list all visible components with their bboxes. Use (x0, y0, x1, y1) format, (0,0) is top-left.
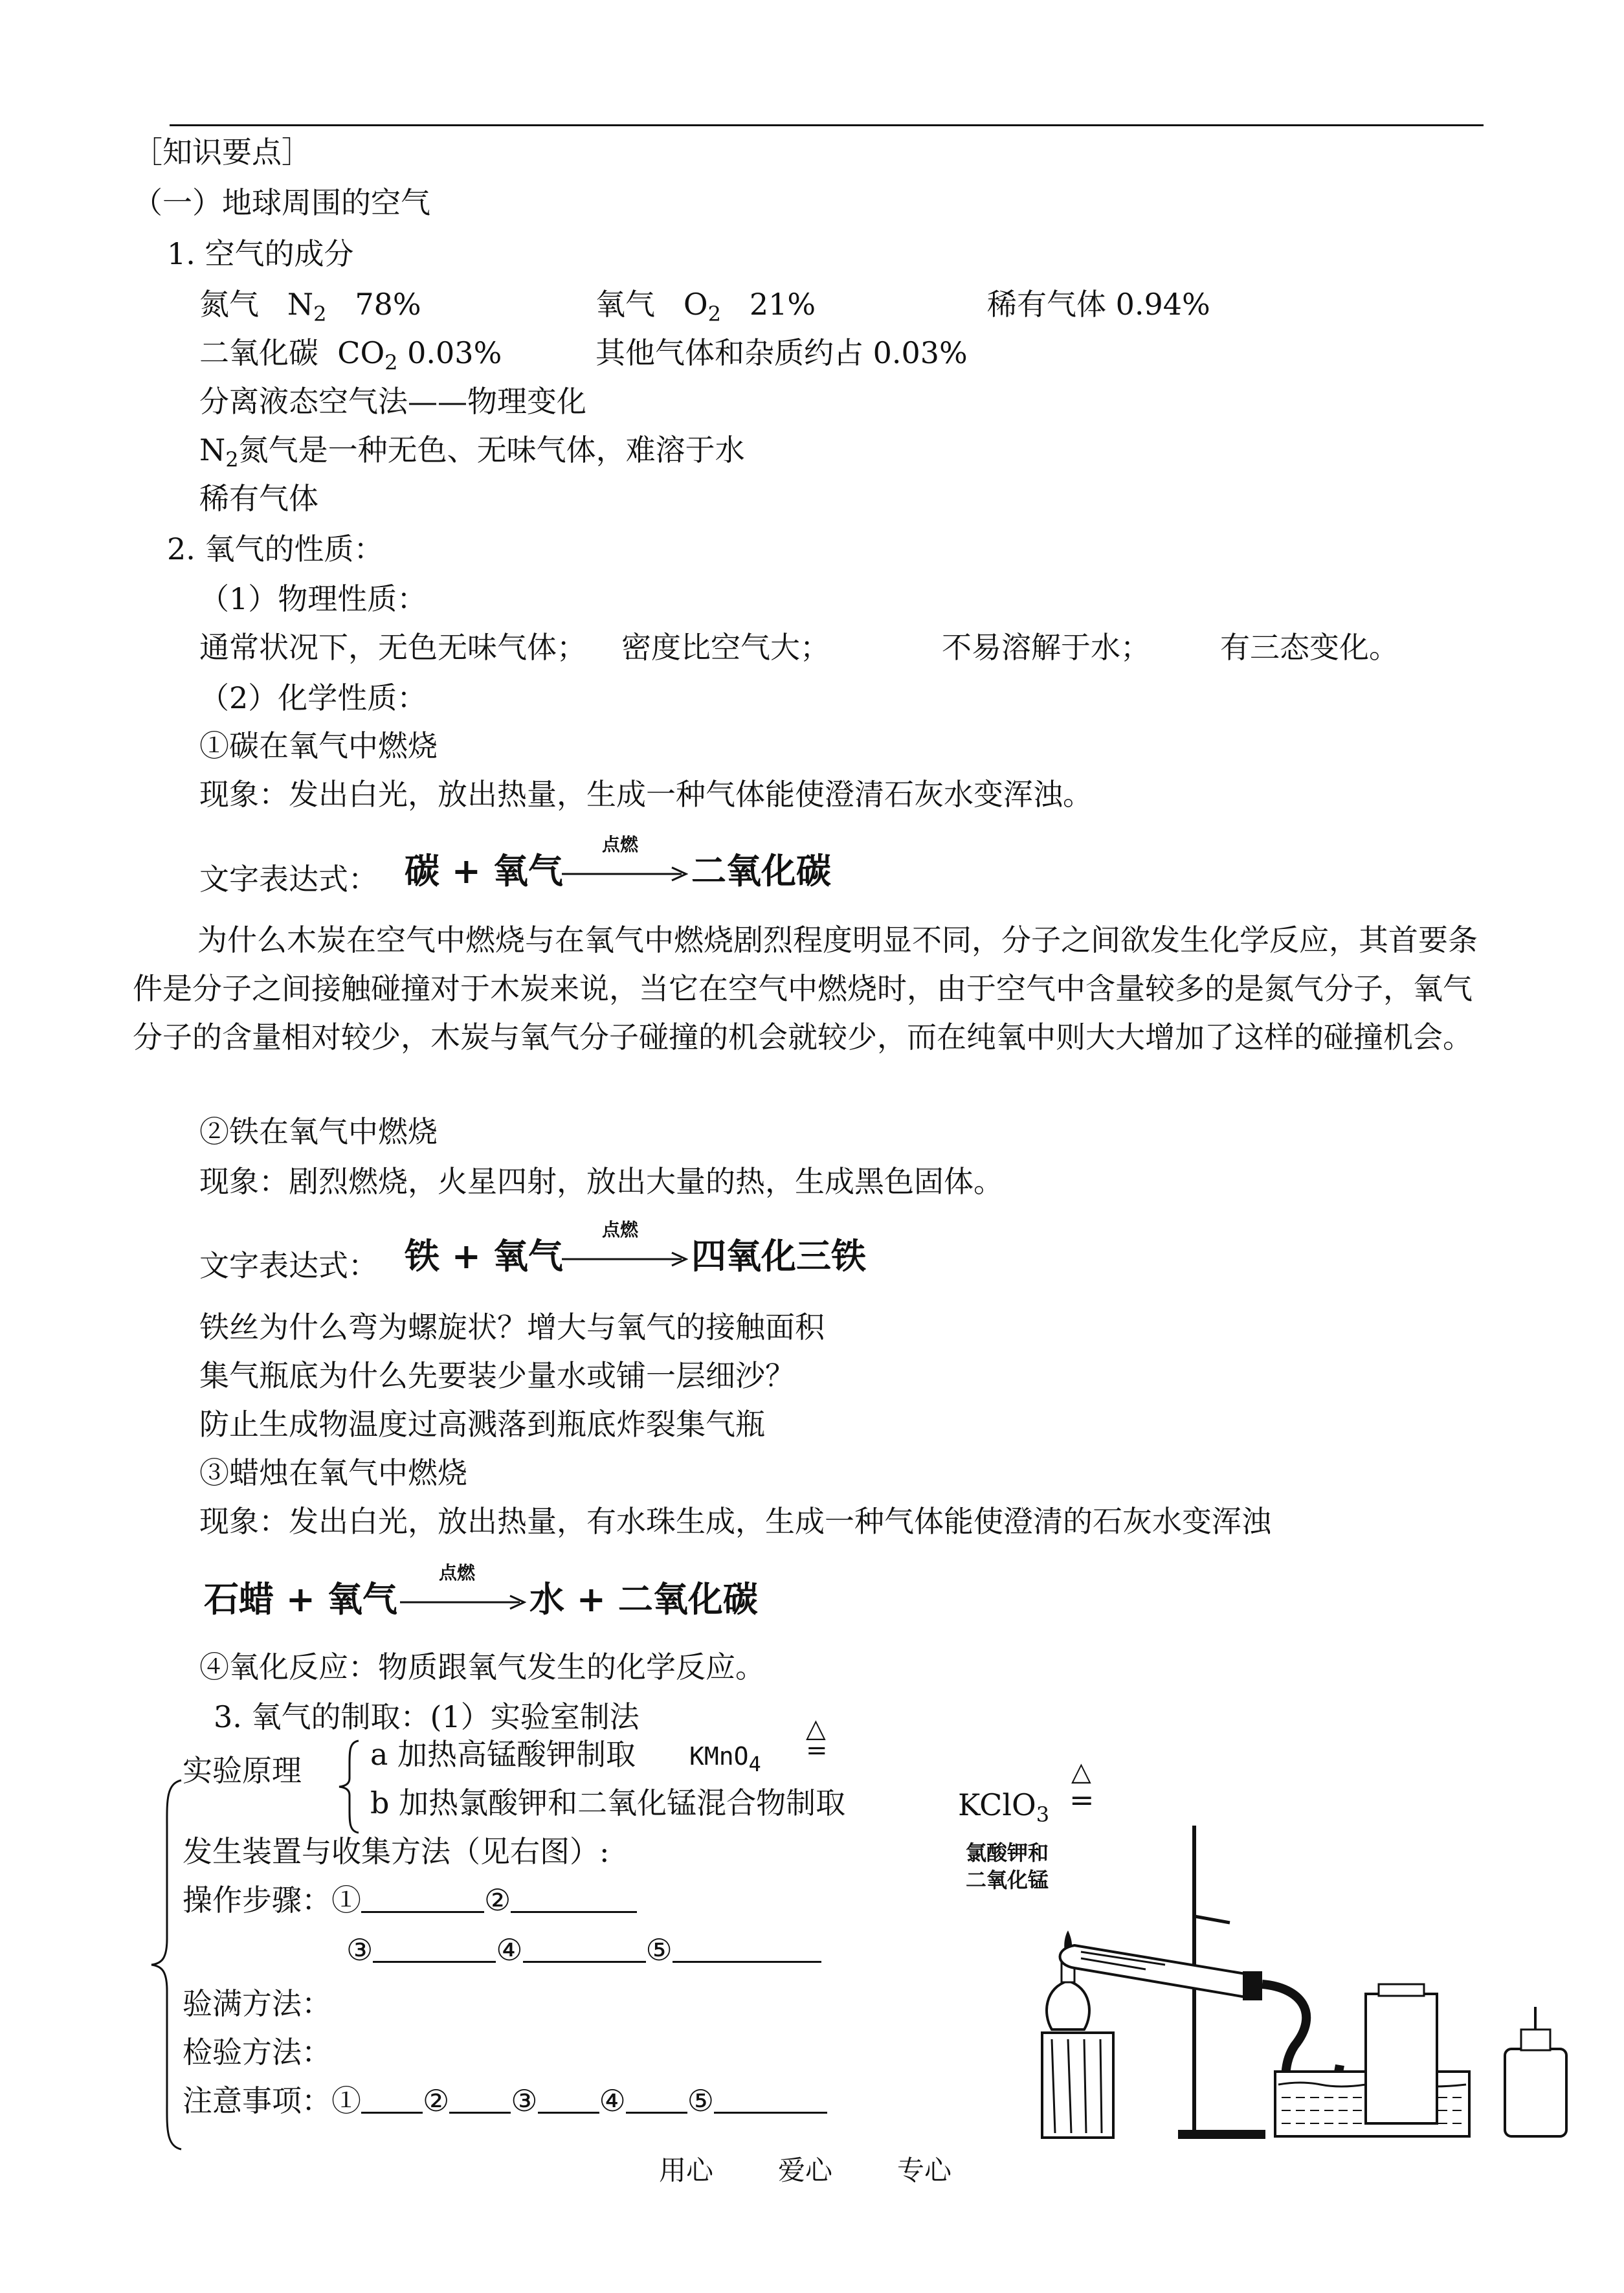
method-b-formula: KClO$_3$ (958, 1787, 1050, 1827)
alcohol-lamp (1047, 1981, 1089, 2030)
method-a-heat: △ (806, 1714, 826, 1743)
wax-eq-condition: 点燃 (439, 1562, 476, 1583)
rare-gas-pct: 稀有气体 0.94% (987, 287, 1210, 322)
carbon-eq-left: 碳 + 氧气 (405, 850, 563, 891)
n2-row: 氮气 $N_2$ 78% (199, 287, 421, 326)
chemical-heading: （2）化学性质： (199, 680, 427, 715)
test-label: 检验方法： (183, 2035, 331, 2070)
phys-prop-4: 有三态变化。 (1220, 630, 1399, 665)
carbon-phenomenon: 现象：发出白光，放出热量，生成一种气体能使澄清石灰水变浑浊。 (199, 777, 1093, 812)
n2-description: $N_2$氮气是一种无色、无味气体，难溶于水 (199, 432, 745, 472)
o2-row: 氧气 $O_2$ 21% (595, 287, 816, 326)
method-a: a 加热高锰酸钾制取 (370, 1737, 636, 1772)
co2-row: 二氧化碳 $CO_2$ 0.03% (199, 335, 502, 375)
wax-eq-arrow (400, 1593, 526, 1612)
notes-row: 注意事项：① ② ③ ④ ⑤ (183, 2081, 827, 2120)
physical-heading: （1）物理性质： (199, 581, 427, 616)
carbon-title: ①碳在氧气中燃烧 (199, 728, 438, 763)
header-rule (170, 124, 1484, 126)
phys-prop-3: 不易溶解于水； (942, 630, 1150, 665)
principle-brace (335, 1738, 361, 1835)
oxygen-heading: 2. 氧气的性质： (167, 531, 384, 566)
method-a-equals: = (806, 1736, 828, 1765)
prep-heading: 3. 氧气的制取：(1）实验室制法 (214, 1699, 640, 1734)
section-title: （一）地球周围的空气 (133, 185, 430, 220)
expr-label-iron: 文字表达式： (199, 1248, 378, 1283)
steps-row-2: ③ ④ ⑤ (346, 1930, 821, 1969)
reagent-bottle (1505, 2049, 1566, 2136)
figure-label-2: 二氧化锰 (966, 1868, 1049, 1892)
wax-phenomenon: 现象：发出白光，放出热量，有水珠生成，生成一种气体能使澄清的石灰水变浑浊 (199, 1504, 1271, 1539)
figure-label-1: 氯酸钾和 (966, 1840, 1049, 1865)
other-gases: 其他气体和杂质约占 0.03% (595, 335, 968, 370)
apparatus-label: 发生装置与收集方法（见右图）: (183, 1834, 610, 1869)
wax-title: ③蜡烛在氧气中燃烧 (199, 1455, 467, 1490)
iron-q2: 集气瓶底为什么先要装少量水或铺一层细沙？ (199, 1358, 795, 1393)
iron-q1: 铁丝为什么弯为螺旋状？增大与氧气的接触面积 (199, 1310, 825, 1345)
rare-gas: 稀有气体 (199, 481, 318, 516)
carbon-eq-arrow (562, 864, 688, 884)
full-check-label: 验满方法： (183, 1986, 331, 2021)
phys-prop-2: 密度比空气大； (621, 630, 830, 665)
carbon-eq-condition: 点燃 (602, 834, 639, 855)
carbon-eq-right: 二氧化碳 (691, 850, 831, 891)
left-brace (148, 1777, 186, 2153)
iron-eq-condition: 点燃 (602, 1219, 639, 1240)
expr-label-carbon: 文字表达式： (199, 862, 378, 897)
iron-eq-right: 四氧化三铁 (691, 1235, 866, 1277)
method-b-equals: = (1069, 1782, 1095, 1817)
steps-row-1: 操作步骤：① ② (183, 1881, 637, 1919)
method-a-formula: KMnO$_4$ (689, 1742, 761, 1776)
iron-phenomenon: 现象：剧烈燃烧，火星四射，放出大量的热，生成黑色固体。 (199, 1164, 1003, 1199)
gas-collecting-bottle (1366, 1994, 1437, 2123)
principle-label: 实验原理 (183, 1753, 302, 1788)
method-b: b 加热氯酸钾和二氧化锰混合物制取 (370, 1785, 846, 1820)
page-footer: 用心 爱心 专心 (659, 2154, 952, 2186)
air-heading: 1. 空气的成分 (167, 236, 354, 271)
oxygen-apparatus-figure (1016, 1819, 1573, 2143)
phys-prop-1: 通常状况下，无色无味气体； (199, 630, 586, 665)
iron-eq-arrow (562, 1249, 688, 1269)
iron-eq-left: 铁 + 氧气 (405, 1235, 563, 1277)
method-b-heat: △ (1071, 1757, 1091, 1787)
wax-eq-right: 水 + 二氧化碳 (529, 1578, 758, 1620)
carbon-explanation: 为什么木炭在空气中燃烧与在氧气中燃烧剧烈程度明显不同，分子之间欲发生化学反应，其首要条件是分子之间接触碰撞对于木炭来说，当它在空气中燃烧时，由于空气中含量较多的是氮气分子，氧气分子的含量相对较少，木炭与氧气分子碰撞的机会就较少，而在纯氧中则大大增加了这样的碰撞机会。 (133, 923, 1478, 1055)
separation-method: 分离液态空气法——物理变化 (199, 384, 586, 419)
section-bracket-title: ［知识要点］ (133, 135, 311, 170)
iron-a2: 防止生成物温度过高溅落到瓶底炸裂集气瓶 (199, 1407, 765, 1442)
oxidation-definition: ④氧化反应：物质跟氧气发生的化学反应。 (199, 1650, 765, 1684)
wax-eq-left: 石蜡 + 氧气 (204, 1578, 397, 1620)
iron-title: ②铁在氧气中燃烧 (199, 1114, 438, 1149)
